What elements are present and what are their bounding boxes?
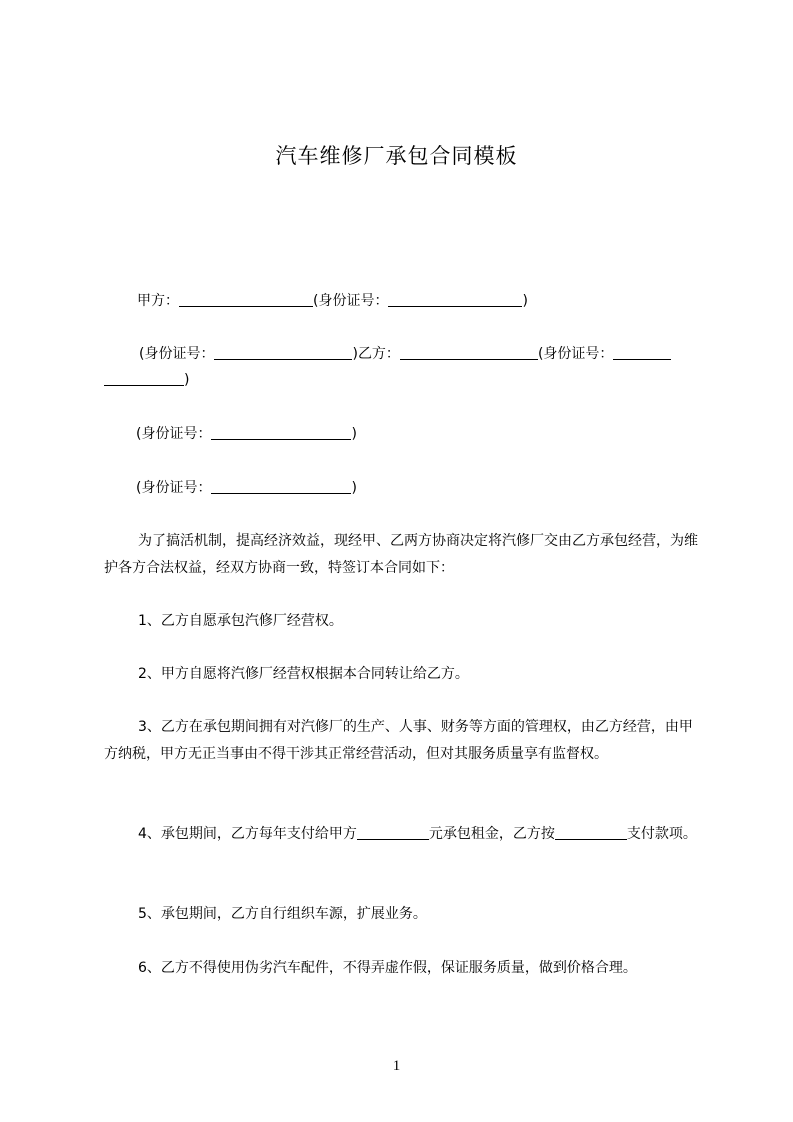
party-a-name-blank <box>179 292 313 307</box>
party-b-id-blank-continued <box>104 371 184 386</box>
id-number-label: (身份证号： <box>313 293 389 309</box>
id-number-blank <box>211 479 351 494</box>
id-line-2 <box>136 478 357 498</box>
id-close: ) <box>522 293 528 309</box>
id-party-b-line <box>139 344 671 364</box>
party-b-label: 乙方： <box>357 346 400 362</box>
party-a-label: 甲方： <box>137 293 179 309</box>
document-title: 汽车维修厂承包合同模板 <box>275 144 518 168</box>
clause-5: 5、承包期间，乙方自行组织车源，扩展业务。 <box>138 906 427 922</box>
party-a-id-blank <box>388 292 522 307</box>
id-number-label: (身份证号： <box>136 426 212 442</box>
id-number-blank <box>211 425 351 440</box>
clause-3: 3、乙方在承包期间拥有对汽修厂的生产、人事、财务等方面的管理权，由乙方经营，由甲方纳税，甲方无正当事由不得干涉其正常经营活动，但对其服务质量享有监督权。 <box>104 719 693 762</box>
id-number-blank <box>214 345 352 360</box>
id-line-1 <box>136 424 357 444</box>
id-close: ) <box>184 372 190 388</box>
clause-2: 2、甲方自愿将汽修厂经营权根据本合同转让给乙方。 <box>138 666 469 682</box>
party-b-name-blank <box>400 345 538 360</box>
id-party-b-line-continued <box>104 370 189 390</box>
id-number-label: (身份证号： <box>139 346 215 362</box>
annual-rent-blank <box>357 825 429 840</box>
clause-4 <box>104 821 704 848</box>
clause-4-text-1: 4、承包期间，乙方每年支付给甲方 <box>138 826 357 842</box>
id-number-label: (身份证号： <box>136 480 212 496</box>
clause-4-text-3: 支付款项。 <box>626 826 697 842</box>
payment-terms-blank <box>555 825 627 840</box>
id-close: ) <box>351 426 357 442</box>
clause-4-text-2: 元承包租金，乙方按 <box>428 826 555 842</box>
page-number: 1 <box>392 1058 401 1074</box>
clause-1: 1、乙方自愿承包汽修厂经营权。 <box>138 613 343 629</box>
clause-6: 6、乙方不得使用伪劣汽车配件，不得弄虚作假，保证服务质量，做到价格合理。 <box>138 960 637 976</box>
id-number-label: (身份证号： <box>537 346 614 362</box>
id-close: ) <box>351 480 357 496</box>
id-close: ) <box>352 346 358 362</box>
intro-paragraph: 为了搞活机制，提高经济效益，现经甲、乙两方协商决定将汽修厂交由乙方承包经营，为维护各方合法权益，经双方协商一致，特签订本合同如下： <box>104 533 698 576</box>
party-b-id-blank <box>613 345 671 360</box>
party-a-line <box>137 291 528 311</box>
